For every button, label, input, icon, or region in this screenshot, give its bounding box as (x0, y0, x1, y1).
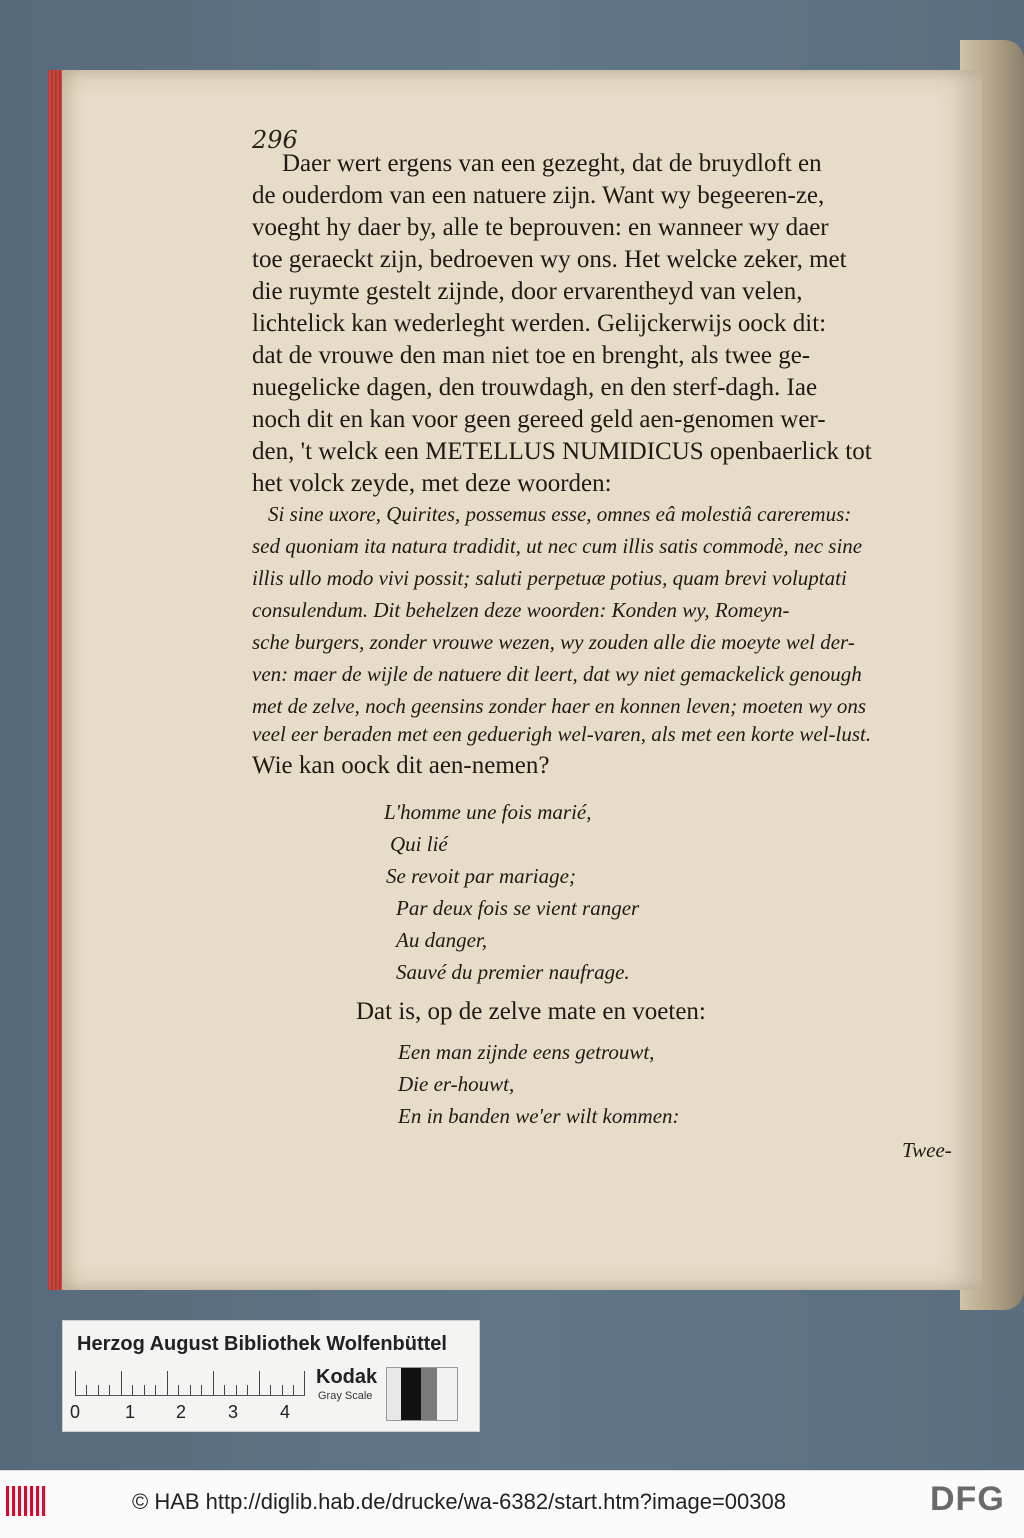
verse-line: L'homme une fois marié, (384, 800, 592, 824)
verse-line: Die er-houwt, (398, 1072, 515, 1096)
verse-line: Se revoit par mariage; (386, 864, 576, 888)
ruler-digit: 2 (176, 1402, 187, 1422)
verse-line: Qui lié (390, 832, 448, 856)
gray-scale-label: Gray Scale (318, 1390, 373, 1402)
text-line: Wie kan oock dit aen-nemen? (252, 752, 550, 779)
ruler-digit: 0 (70, 1402, 81, 1422)
text-line: voeght hy daer by, alle te beprouven: en wanneer wy daer (252, 214, 829, 241)
kodak-logo: Kodak (316, 1366, 378, 1388)
text-line: Daer wert ergens van een gezeght, dat de bruydloft en (282, 150, 822, 177)
verse-line: Een man zijnde eens getrouwt, (398, 1040, 655, 1064)
quote-line: met de zelve, noch geensins zonder haer en konnen leven; moeten wy ons (252, 694, 867, 718)
quote-line: illis ullo modo vivi possit; saluti perpetuæ potius, quam brevi voluptati (252, 566, 847, 590)
catchword: Twee- (902, 1138, 952, 1162)
copyright-link[interactable]: © HAB http://diglib.hab.de/drucke/wa-6382/start.htm?image=00308 (132, 1489, 786, 1514)
text-line: lichtelick kan wederleght werden. Gelijckerwijs oock dit: (252, 310, 827, 337)
quote-line: sed quoniam ita natura tradidit, ut nec cum illis satis commodè, nec sine (252, 534, 863, 558)
text-line: de ouderdom van een natuere zijn. Want wy begeeren-ze, (252, 182, 825, 209)
scale-ruler (75, 1371, 305, 1396)
quote-line: veel eer beraden met een geduerigh wel-varen, als met een korte wel-lust. (252, 722, 872, 746)
verse-line: En in banden we'er wilt kommen: (398, 1104, 680, 1128)
page-number: 296 (252, 126, 298, 154)
text-line: nuegelicke dagen, den trouwdagh, en den sterf-dagh. Iae (252, 374, 818, 401)
ruler-digit: 4 (280, 1402, 291, 1422)
quote-line: sche burgers, zonder vrouwe wezen, wy zouden alle die moeyte wel der- (252, 630, 855, 654)
quote-line: ven: maer de wijle de natuere dit leert, dat wy niet gemackelick genough (252, 662, 862, 686)
text-line: toe geraeckt zijn, bedroeven wy ons. Het welcke zeker, met (252, 246, 847, 273)
library-name: Herzog August Bibliothek Wolfenbüttel (77, 1333, 447, 1355)
gray-swatches (386, 1367, 458, 1421)
quote-line: Si sine uxore, Quirites, possemus esse, omnes eâ molestiâ careremus: (268, 502, 852, 526)
dfg-logo: DFG (930, 1480, 1005, 1518)
text-line: die ruymte gestelt zijnde, door ervarentheyd van velen, (252, 278, 803, 305)
text-line: den, 't welck een METELLUS NUMIDICUS openbaerlick tot (252, 438, 872, 465)
hab-logo-icon (6, 1486, 48, 1516)
verse-line: Par deux fois se vient ranger (396, 896, 640, 920)
text-line: het volck zeyde, met deze woorden: (252, 470, 612, 497)
text-line: noch dit en kan voor geen gereed geld aen-genomen wer- (252, 406, 826, 433)
bridge-line: Dat is, op de zelve mate en voeten: (356, 998, 706, 1025)
ruler-digit: 3 (228, 1402, 239, 1422)
verse-line: Sauvé du premier naufrage. (396, 960, 630, 984)
ruler-digit: 1 (125, 1402, 136, 1422)
quote-line: consulendum. Dit behelzen deze woorden: Konden wy, Romeyn- (252, 598, 790, 622)
verse-line: Au danger, (396, 928, 487, 952)
text-line: dat de vrouwe den man niet toe en brenght, als twee ge- (252, 342, 811, 369)
